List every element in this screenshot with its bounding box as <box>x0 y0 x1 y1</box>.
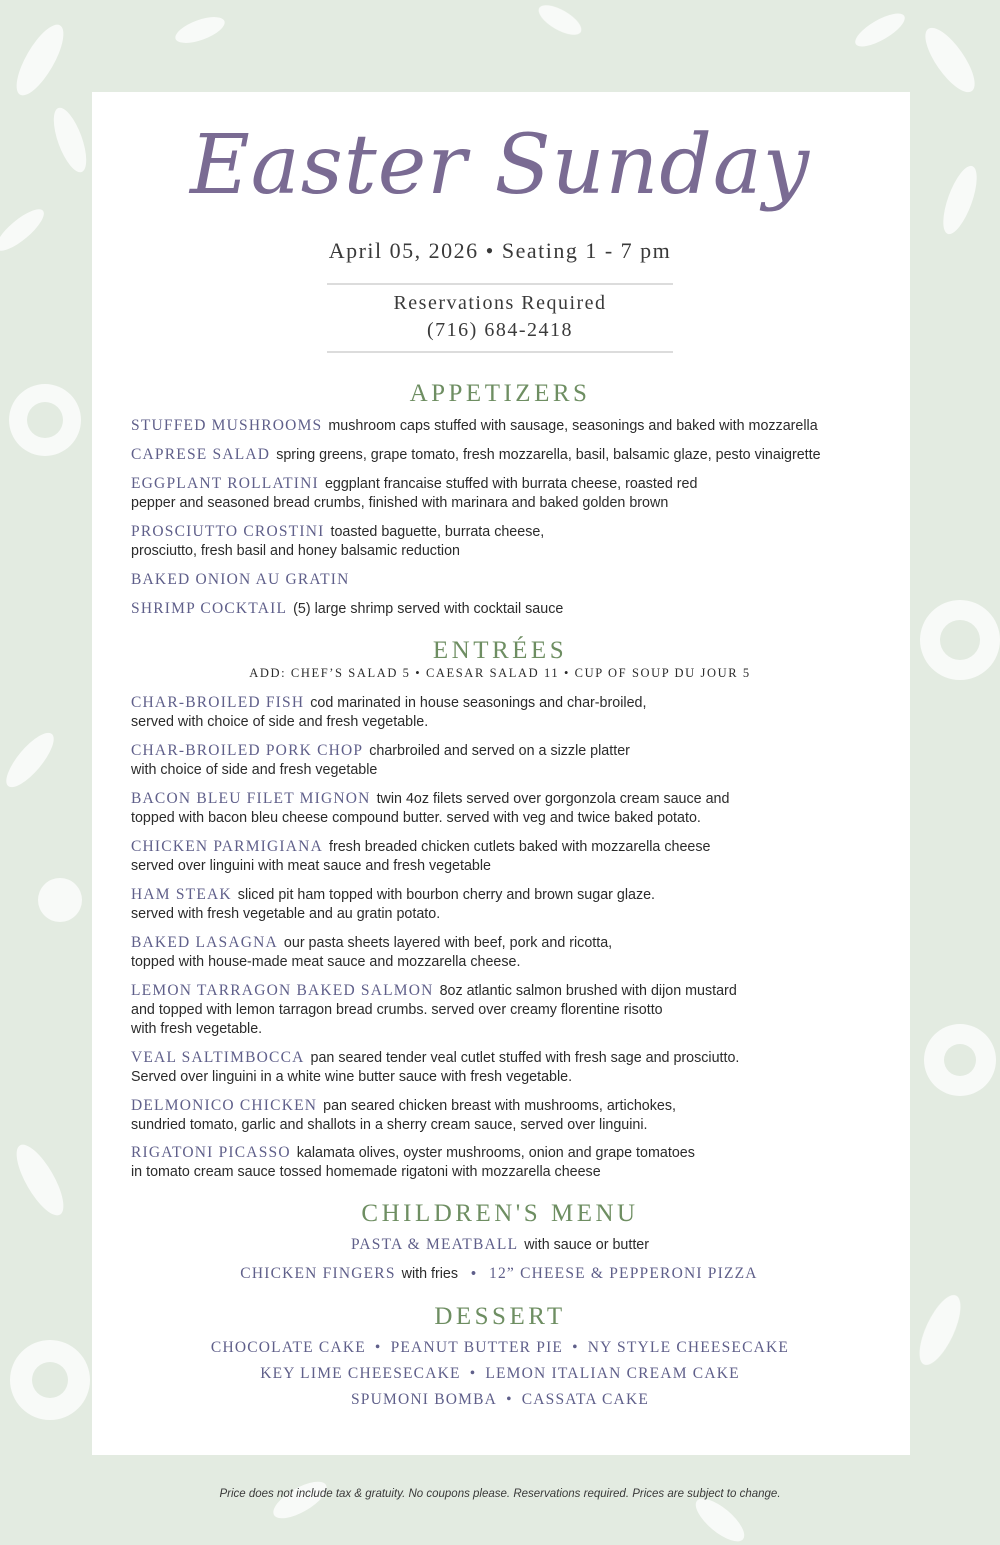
item-description-cont: Served over linguini in a white wine butter sauce with fresh vegetable. <box>131 1069 573 1085</box>
item-description-cont: in tomato cream sauce tossed homemade rigatoni with mozzarella cheese <box>131 1164 601 1180</box>
item-description: (5) large shrimp served with cocktail sauce <box>293 601 564 617</box>
item-name: CHICKEN FINGERS <box>240 1265 396 1282</box>
item-description: pan seared tender veal cutlet stuffed with fresh sage and prosciutto. <box>310 1050 740 1066</box>
divider-top <box>327 283 673 285</box>
item-name: BACON BLEU FILET MIGNON <box>131 790 371 807</box>
divider-bottom <box>327 351 673 353</box>
bullet-separator: • <box>572 1339 579 1356</box>
bullet-separator: • <box>471 1266 477 1282</box>
menu-item <box>131 474 891 513</box>
item-description: charbroiled and served on a sizzle platter <box>369 743 630 759</box>
dessert-row-1 <box>0 1339 1000 1357</box>
item-description-cont: with fresh vegetable. <box>131 1021 263 1037</box>
item-name: PROSCIUTTO CROSTINI <box>131 523 325 540</box>
dessert-item: CHOCOLATE CAKE <box>210 1339 366 1356</box>
item-name: CHAR-BROILED FISH <box>131 694 305 711</box>
menu-item <box>131 789 891 828</box>
childrens-line-1 <box>0 1236 1000 1254</box>
item-description: mushroom caps stuffed with sausage, seasonings and baked with mozzarella <box>328 418 818 434</box>
menu-item <box>131 933 891 972</box>
item-description: our pasta sheets layered with beef, pork and ricotta, <box>283 935 613 951</box>
menu-item <box>131 522 891 561</box>
menu-item <box>131 1048 891 1087</box>
menu-item <box>131 885 891 924</box>
reservations-note: Reservations Required <box>393 292 607 314</box>
bullet-separator: • <box>469 1365 477 1382</box>
childrens-menu-heading: CHILDREN'S MENU <box>361 1200 639 1227</box>
item-name: CAPRESE SALAD <box>131 446 271 463</box>
item-description: eggplant francaise stuffed with burrata cheese, roasted red <box>324 476 698 492</box>
item-description: twin 4oz filets served over gorgonzola cream sauce and <box>376 791 730 807</box>
dessert-item: SPUMONI BOMBA <box>350 1391 498 1408</box>
item-name: CHAR-BROILED PORK CHOP <box>131 742 364 759</box>
childrens-line-2 <box>0 1265 1000 1283</box>
menu-item <box>131 599 891 619</box>
item-name: PASTA & MEATBALL <box>351 1236 519 1253</box>
bullet-separator: • <box>506 1391 513 1408</box>
dessert-row-2 <box>0 1365 1000 1383</box>
menu-item <box>131 981 891 1039</box>
appetizers-heading: APPETIZERS <box>409 380 591 407</box>
dessert-item: PEANUT BUTTER PIE <box>390 1339 564 1356</box>
menu-item <box>131 1096 891 1135</box>
item-name: BAKED LASAGNA <box>131 934 278 951</box>
item-name: HAM STEAK <box>131 886 232 903</box>
menu-item <box>131 1143 891 1182</box>
item-name: SHRIMP COCKTAIL <box>131 600 288 617</box>
menu-item <box>131 741 891 780</box>
item-description-cont: served with fresh vegetable and au gratin potato. <box>131 906 441 922</box>
menu-item <box>131 416 891 436</box>
menu-item <box>131 837 891 876</box>
item-description: fresh breaded chicken cutlets baked with mozzarella cheese <box>328 839 711 855</box>
bullet-separator: • <box>374 1339 382 1356</box>
item-description: with sauce or butter <box>524 1237 649 1253</box>
entrees-heading: ENTRÉES <box>432 637 568 664</box>
dessert-item: LEMON ITALIAN CREAM CAKE <box>485 1365 740 1382</box>
item-name: STUFFED MUSHROOMS <box>131 417 323 434</box>
item-name: DELMONICO CHICKEN <box>131 1097 318 1114</box>
item-description-cont: topped with house-made meat sauce and mozzarella cheese. <box>131 954 521 970</box>
item-name: EGGPLANT ROLLATINI <box>131 475 319 492</box>
dessert-row-3 <box>0 1391 1000 1409</box>
dessert-item: NY STYLE CHEESECAKE <box>587 1339 790 1356</box>
item-description: pan seared chicken breast with mushrooms, artichokes, <box>323 1098 676 1114</box>
item-name: RIGATONI PICASSO <box>131 1144 291 1161</box>
item-description-cont: served with choice of side and fresh vegetable. <box>131 714 429 730</box>
menu-item <box>131 445 891 465</box>
menu-item <box>131 570 891 590</box>
page-title: Easter Sunday <box>189 118 811 213</box>
item-description-cont: prosciutto, fresh basil and honey balsamic reduction <box>131 543 461 559</box>
item-name: BAKED ONION AU GRATIN <box>131 571 350 588</box>
phone-number: (716) 684-2418 <box>427 319 573 341</box>
item-description-cont: and topped with lemon tarragon bread crumbs. served over creamy florentine risotto <box>131 1002 663 1018</box>
item-description: spring greens, grape tomato, fresh mozzarella, basil, balsamic glaze, pesto vinaigrette <box>276 447 821 463</box>
item-name: VEAL SALTIMBOCCA <box>131 1049 305 1066</box>
item-description: cod marinated in house seasonings and char-broiled, <box>310 695 647 711</box>
item-description: kalamata olives, oyster mushrooms, onion and grape tomatoes <box>296 1145 695 1161</box>
dessert-item: CASSATA CAKE <box>521 1391 650 1408</box>
item-name: LEMON TARRAGON BAKED SALMON <box>131 982 434 999</box>
item-description: with fries <box>401 1266 459 1282</box>
item-description: 8oz atlantic salmon brushed with dijon mustard <box>439 983 737 999</box>
dessert-item: KEY LIME CHEESECAKE <box>260 1365 461 1382</box>
item-name: 12” CHEESE & PEPPERONI PIZZA <box>489 1265 758 1282</box>
item-description-cont: served over linguini with meat sauce and fresh vegetable <box>131 858 492 874</box>
date-and-seating: April 05, 2026 • Seating 1 - 7 pm <box>328 238 672 263</box>
entree-addons: ADD: CHEF’S SALAD 5 • CAESAR SALAD 11 • CUP OF SOUP DU JOUR 5 <box>249 666 751 680</box>
footer-disclaimer: Price does not include tax & gratuity. No coupons please. Reservations required. Prices are subject to change. <box>219 1488 781 1500</box>
item-description-cont: with choice of side and fresh vegetable <box>131 762 378 778</box>
dessert-heading: DESSERT <box>434 1303 566 1330</box>
menu-item <box>131 693 891 732</box>
item-description-cont: topped with bacon bleu cheese compound butter. served with veg and twice baked potato. <box>131 810 701 826</box>
item-name: CHICKEN PARMIGIANA <box>131 838 323 855</box>
item-description: sliced pit ham topped with bourbon cherry and brown sugar glaze. <box>237 887 656 903</box>
item-description-cont: pepper and seasoned bread crumbs, finished with marinara and baked golden brown <box>131 495 669 511</box>
item-description: toasted baguette, burrata cheese, <box>330 524 545 540</box>
item-description-cont: sundried tomato, garlic and shallots in a sherry cream sauce, served over linguini. <box>131 1117 648 1133</box>
